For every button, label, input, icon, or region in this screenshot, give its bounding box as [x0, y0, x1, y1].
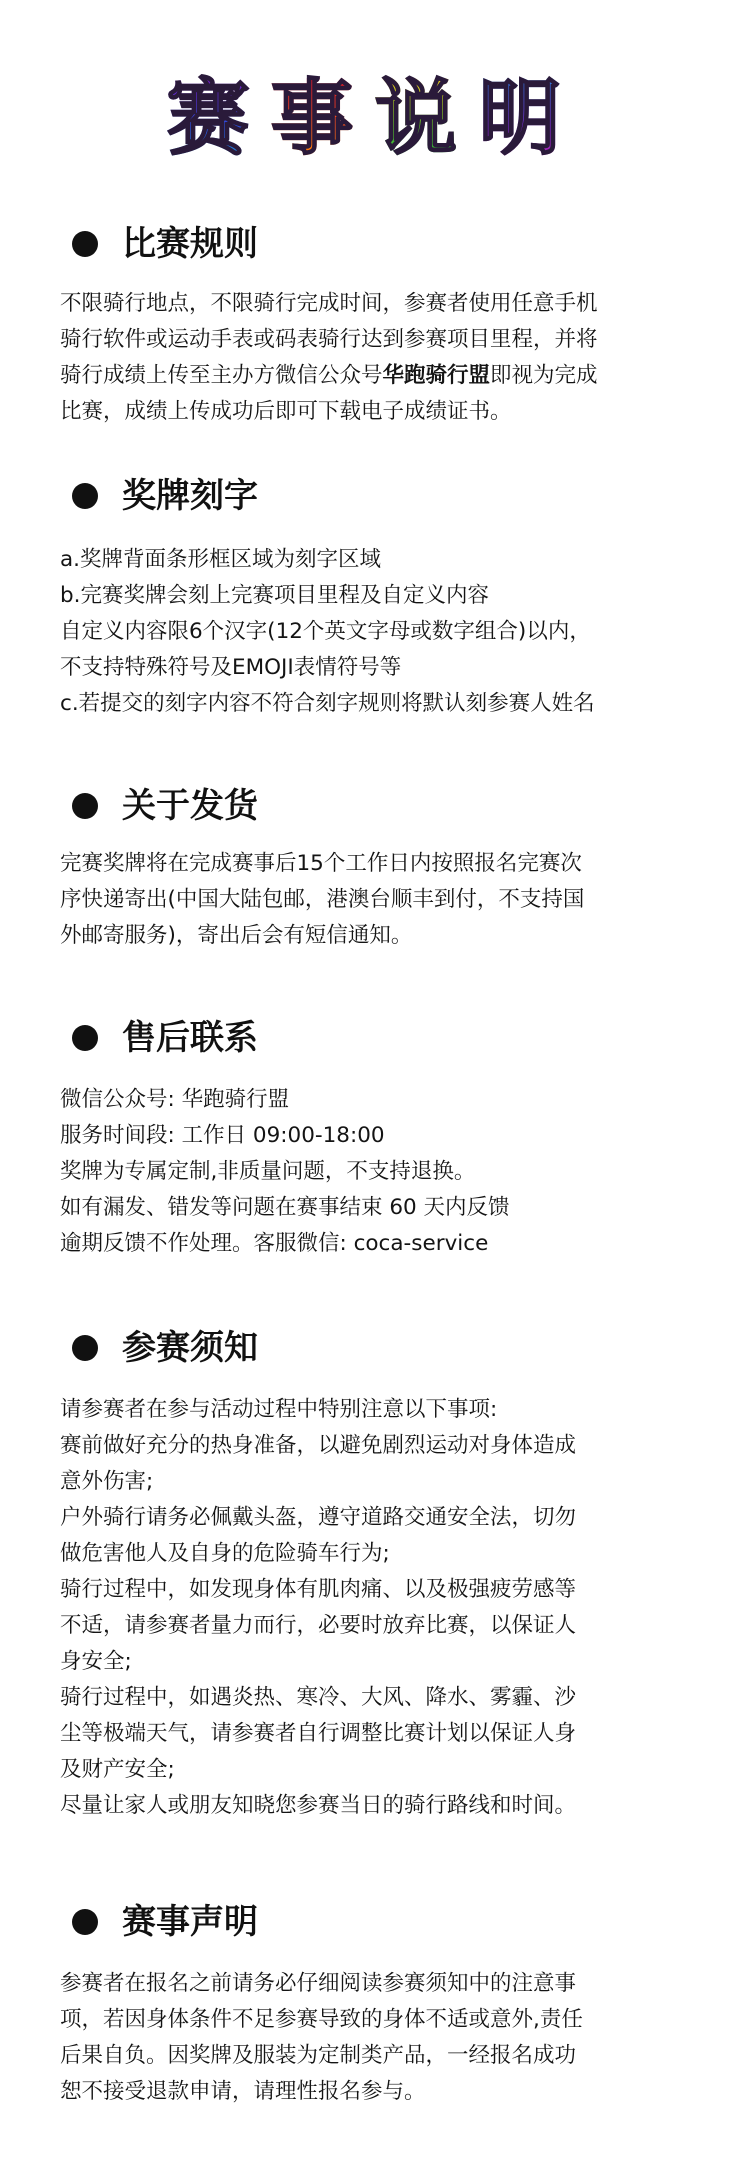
text-line: 完赛奖牌将在完成赛事后15个工作日内按照报名完赛次: [60, 851, 582, 876]
section-body-after-sales: [60, 1082, 700, 1262]
text-line: 外邮寄服务)，寄出后会有短信通知。: [60, 923, 413, 948]
text-line: c.若提交的刻字内容不符合刻字规则将默认刻参赛人姓名: [60, 691, 595, 716]
section-body-shipping: [60, 846, 700, 954]
text-line: 不支持特殊符号及EMOJI表情符号等: [60, 655, 402, 680]
title-char: 赛: [166, 71, 271, 166]
text-line: 微信公众号: 华跑骑行盟: [60, 1087, 290, 1112]
section-heading-event-statement: [72, 1900, 258, 1944]
bullet-icon: [72, 1025, 98, 1051]
bullet-icon: [72, 483, 98, 509]
text-line: 尘等极端天气，请参赛者自行调整比赛计划以保证人身: [60, 1721, 577, 1746]
bullet-icon: [72, 1909, 98, 1935]
section-heading-text: 奖牌刻字: [122, 476, 258, 516]
title-char: 事: [270, 71, 375, 166]
text-line: 赛前做好充分的热身准备，以避免剧烈运动对身体造成: [60, 1433, 577, 1458]
text-line: a.奖牌背面条形框区域为刻字区域: [60, 547, 382, 572]
section-heading-race-rules: [72, 222, 258, 266]
section-heading-text: 比赛规则: [122, 224, 258, 264]
section-body-race-rules: [60, 286, 700, 430]
bullet-icon: [72, 793, 98, 819]
text-line: 奖牌为专属定制,非质量问题，不支持退换。: [60, 1159, 476, 1184]
section-heading-medal-engraving: [72, 474, 258, 518]
section-body-medal-engraving: [60, 542, 700, 722]
text-line: 服务时间段: 工作日 09:00-18:00: [60, 1123, 385, 1148]
text-line: 请参赛者在参与活动过程中特别注意以下事项:: [60, 1397, 498, 1422]
bullet-icon: [72, 1335, 98, 1361]
text-line: 身安全;: [60, 1649, 132, 1674]
page-title: [0, 71, 750, 166]
text-line: [60, 358, 700, 394]
text-line: 项，若因身体条件不足参赛导致的身体不适或意外,责任: [60, 2007, 583, 2032]
text-line: 不限骑行地点，不限骑行完成时间，参赛者使用任意手机: [60, 291, 598, 316]
text-line: 自定义内容限6个汉字(12个英文字母或数字组合)以内，: [60, 619, 591, 644]
text-line: 后果自负。因奖牌及服装为定制类产品，一经报名成功: [60, 2043, 577, 2068]
text-line: 骑行过程中，如遇炎热、寒冷、大风、降水、雾霾、沙: [60, 1685, 577, 1710]
title-char: 说: [375, 71, 480, 166]
text-segment: 即视为完成: [490, 363, 598, 388]
account-name: 华跑骑行盟: [382, 363, 491, 388]
section-heading-shipping: [72, 784, 258, 828]
section-heading-participant-notice: [72, 1326, 258, 1370]
text-segment: 骑行成绩上传至主办方微信公众号: [60, 363, 383, 388]
text-line: 不适，请参赛者量力而行，必要时放弃比赛，以保证人: [60, 1613, 577, 1638]
text-line: b.完赛奖牌会刻上完赛项目里程及自定义内容: [60, 583, 489, 608]
section-body-participant-notice: [60, 1392, 700, 1824]
text-line: 意外伤害;: [60, 1469, 154, 1494]
text-line: 及财产安全;: [60, 1757, 175, 1782]
text-line: 如有漏发、错发等问题在赛事结束 60 天内反馈: [60, 1195, 510, 1220]
text-line: 恕不接受退款申请，请理性报名参与。: [60, 2079, 426, 2104]
title-char: 明: [479, 71, 584, 166]
text-line: 尽量让家人或朋友知晓您参赛当日的骑行路线和时间。: [60, 1793, 577, 1818]
text-line: 做危害他人及自身的危险骑车行为;: [60, 1541, 390, 1566]
text-line: 户外骑行请务必佩戴头盔，遵守道路交通安全法，切勿: [60, 1505, 577, 1530]
text-line: 骑行软件或运动手表或码表骑行达到参赛项目里程，并将: [60, 327, 598, 352]
text-line: 序快递寄出(中国大陆包邮，港澳台顺丰到付，不支持国: [60, 887, 585, 912]
section-body-event-statement: [60, 1966, 700, 2110]
section-heading-text: 赛事声明: [122, 1902, 258, 1942]
text-line: 逾期反馈不作处理。客服微信: coca-service: [60, 1231, 489, 1256]
section-heading-text: 售后联系: [122, 1018, 258, 1058]
text-line: 比赛，成绩上传成功后即可下载电子成绩证书。: [60, 399, 512, 424]
text-line: 参赛者在报名之前请务必仔细阅读参赛须知中的注意事: [60, 1971, 577, 1996]
bullet-icon: [72, 231, 98, 257]
section-heading-after-sales: [72, 1016, 258, 1060]
section-heading-text: 关于发货: [122, 786, 258, 826]
text-line: 骑行过程中，如发现身体有肌肉痛、以及极强疲劳感等: [60, 1577, 577, 1602]
section-heading-text: 参赛须知: [122, 1328, 258, 1368]
